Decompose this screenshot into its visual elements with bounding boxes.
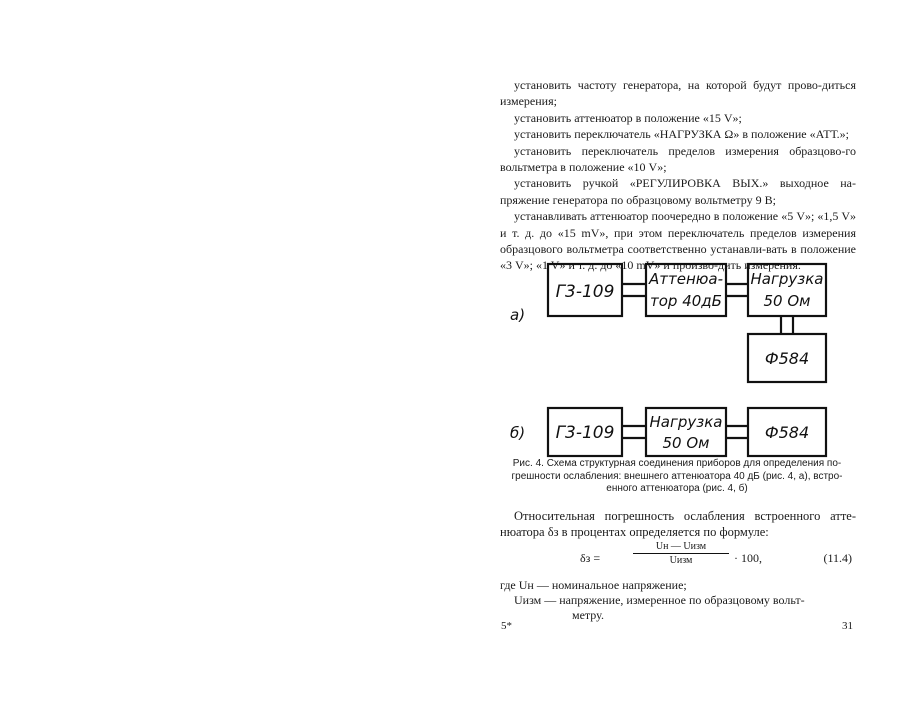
signature-mark: 5* [501, 620, 512, 632]
label-b: б) [510, 424, 526, 442]
formula-numerator: Uн — Uизм [633, 541, 729, 554]
paragraph: установить переключатель пределов измерения образцово-го вольтметра в положение «10 V»; [500, 143, 856, 175]
formula-denominator: Uизм [669, 555, 693, 566]
label-a: а) [510, 306, 526, 324]
block-diagram-b [500, 404, 860, 460]
definitions [500, 578, 856, 623]
load-label-line1: Нагрузка [649, 413, 723, 431]
paragraph: устанавливать аттенюатор поочередно в положение «5 V»; «1,5 V» и т. д. до «15 mV», при этом переключатель пределов измерения образцового вольтметра соответственно устанавли-вать в положение «3 V»; «1 V» и т. д. до «10 mV» и произво-дить измерения. [500, 209, 856, 273]
paragraph: установить частоту генератора, на которой будут прово-диться измерения; [500, 78, 856, 109]
caption-line: енного аттенюатора (рис. 4, б) [606, 483, 748, 494]
paragraph: установить переключатель «НАГРУЗКА Ω» в положение «АТТ.»; [514, 127, 849, 142]
formula-fraction [633, 541, 729, 566]
generator-label: Г3-109 [555, 423, 615, 443]
generator-label: Г3-109 [555, 282, 615, 302]
definition-line: где Uн — номинальное напряжение; [500, 578, 687, 592]
figure-caption [503, 458, 851, 496]
formula-lhs: δз = [580, 551, 601, 565]
instructions-text [500, 77, 856, 274]
formula-intro [500, 508, 856, 540]
load-label-line2: 50 Ом [662, 434, 710, 452]
equation-number: (11.4) [823, 551, 852, 565]
paragraph: Относительная погрешность ослабления встроенного атте-нюатора δз в процентах определяется по формуле: [500, 509, 856, 539]
page-number: 31 [842, 620, 853, 632]
caption-line: грешности ослабления: внешнего аттенюатора 40 дБ (рис. 4, а), встро- [511, 470, 843, 482]
attenuator-label-line1: Аттенюа- [648, 270, 724, 288]
definition-line: метру. [572, 608, 604, 622]
meter-label: Ф584 [764, 423, 810, 442]
block-diagram-a [500, 258, 860, 388]
definition-line: Uизм — напряжение, измеренное по образцовому вольт- [514, 593, 805, 607]
paragraph: установить аттенюатор в положение «15 V»; [514, 110, 742, 125]
formula [500, 541, 856, 579]
caption-line: Рис. 4. Схема структурная соединения приборов для определения по- [512, 458, 842, 469]
load-label-line1: Нагрузка [750, 270, 824, 288]
attenuator-label-line2: тор 40дБ [650, 292, 722, 310]
load-label-line2: 50 Ом [763, 292, 811, 310]
paragraph: установить ручкой «РЕГУЛИРОВКА ВЫХ.» выходное на-пряжение генератора по образцовому вольтметру 9 В; [500, 176, 856, 207]
meter-label: Ф584 [764, 349, 810, 368]
formula-multiplier: · 100, [734, 551, 762, 565]
